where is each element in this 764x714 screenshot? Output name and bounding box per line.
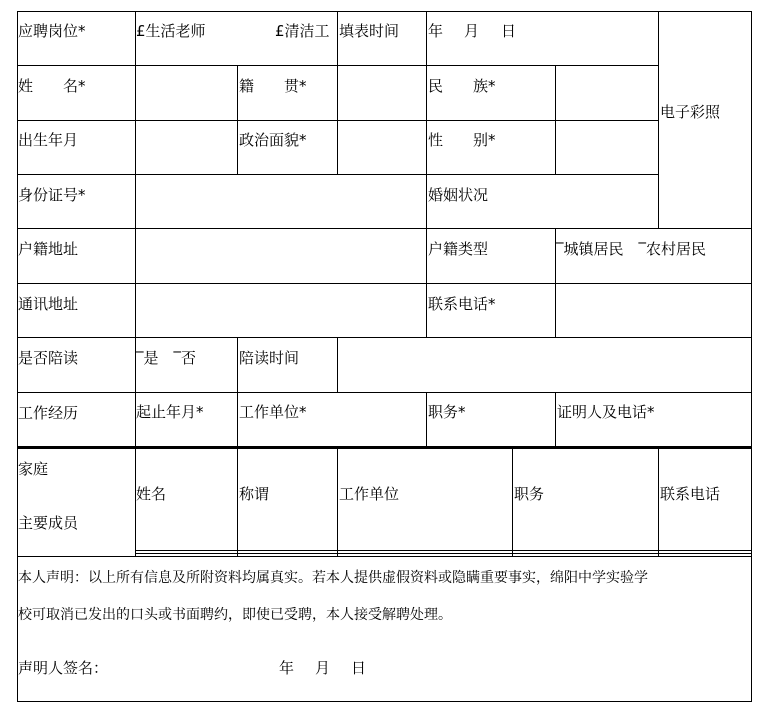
rule: [17, 174, 658, 175]
family-label-line1: 家庭: [18, 460, 49, 478]
signature-day: 日: [351, 659, 367, 677]
declaration-line2: 校可取消已发出的口头或书面聘约，即使已受聘，本人接受解聘处理。: [18, 607, 452, 623]
rule: [17, 11, 751, 12]
family-phone-header: 联系电话: [660, 485, 721, 503]
signature-year: 年: [279, 659, 295, 677]
rule: [337, 337, 338, 392]
fill-date-year: 年: [428, 22, 444, 40]
fill-date-label: 填表时间: [339, 22, 400, 40]
native-place-label: 籍 贯*: [239, 77, 307, 95]
signature-label: 声明人签名：: [18, 659, 109, 677]
rule: [512, 447, 513, 556]
family-duty-header: 职务: [514, 485, 545, 503]
accompany-study-label: 是否陪读: [18, 349, 79, 367]
position-option-cleaner[interactable]: £清洁工: [275, 22, 330, 40]
hukou-type-options[interactable]: ‾城镇居民 ‾农村居民: [556, 240, 707, 258]
rule: [135, 11, 136, 556]
declaration-line1: 本人声明：以上所有信息及所附资料均属真实。若本人提供虚假资料或隐瞒重要事实，绵阳中学实验学: [18, 570, 648, 586]
rule: [17, 283, 751, 284]
rule: [555, 392, 556, 447]
id-number-label: 身份证号*: [18, 186, 86, 204]
rule: [751, 11, 752, 702]
rule: [426, 392, 427, 447]
birth-date-label: 出生年月: [18, 131, 79, 149]
work-period-header: 起止年月*: [136, 403, 204, 421]
position-label: 应聘岗位*: [18, 22, 86, 40]
hukou-address-label: 户籍地址: [18, 240, 79, 258]
rule: [237, 392, 238, 447]
rule: [237, 337, 238, 392]
rule: [337, 447, 338, 556]
work-history-label: 工作经历: [18, 404, 79, 422]
ethnicity-label: 民 族*: [428, 77, 496, 95]
hukou-type-label: 户籍类型: [428, 240, 489, 258]
family-label-line2: 主要成员: [18, 514, 79, 532]
rule: [658, 447, 659, 556]
rule: [555, 65, 556, 174]
mailing-address-label: 通讯地址: [18, 295, 79, 313]
rule: [337, 11, 338, 174]
political-status-label: 政治面貌*: [239, 131, 307, 149]
work-unit-header: 工作单位*: [239, 403, 307, 421]
rule: [658, 11, 659, 228]
rule: [17, 228, 751, 229]
accompany-study-options[interactable]: ‾是 ‾否: [136, 349, 197, 367]
rule: [17, 392, 751, 393]
fill-date-day: 日: [501, 22, 517, 40]
work-duty-header: 职务*: [428, 403, 466, 421]
rule: [237, 447, 238, 556]
fill-date-month: 月: [464, 22, 480, 40]
rule: [17, 701, 751, 702]
phone-label: 联系电话*: [428, 295, 496, 313]
family-unit-header: 工作单位: [339, 485, 400, 503]
work-reference-header: 证明人及电话*: [557, 403, 655, 421]
signature-month: 月: [315, 659, 331, 677]
family-name-header: 姓名: [136, 485, 167, 503]
rule: [17, 556, 751, 557]
rule-thick: [17, 446, 751, 449]
photo-label: 电子彩照: [660, 103, 721, 121]
rule: [17, 337, 751, 338]
accompany-time-label: 陪读时间: [239, 349, 300, 367]
rule: [426, 228, 427, 337]
gender-label: 性 别*: [428, 131, 496, 149]
rule: [237, 65, 238, 174]
name-label: 姓 名*: [18, 77, 86, 95]
position-option-teacher[interactable]: £生活老师: [136, 22, 206, 40]
family-relation-header: 称谓: [239, 485, 270, 503]
rule: [426, 11, 427, 228]
marital-status-label: 婚姻状况: [428, 186, 489, 204]
